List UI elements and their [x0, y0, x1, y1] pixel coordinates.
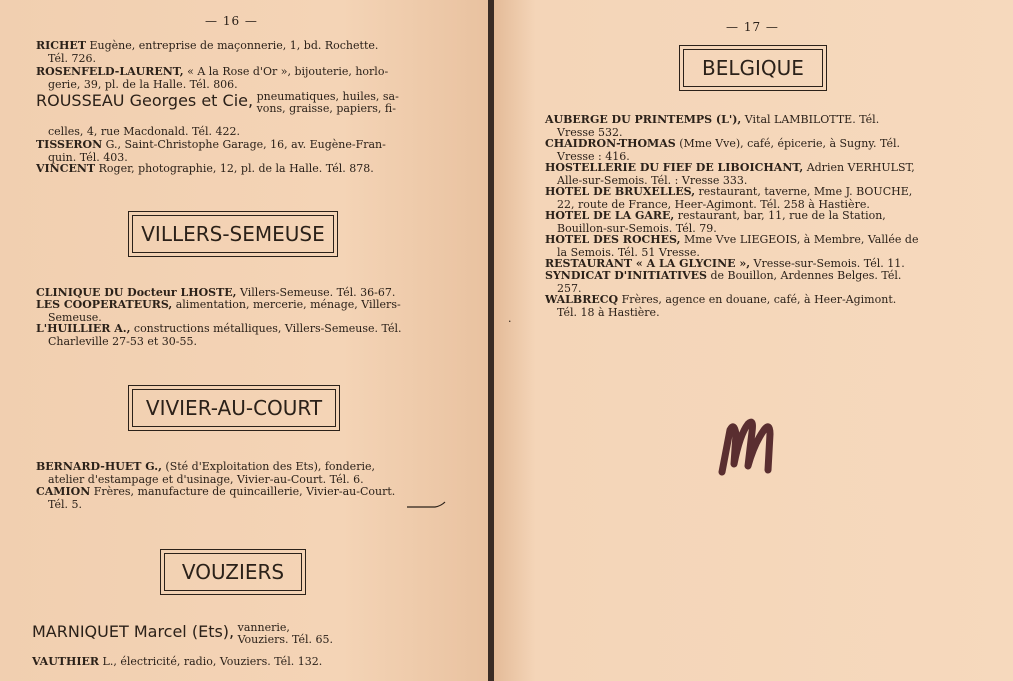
entry-details: (Mme Vve), café, épicerie, à Sugny. Tél.	[675, 137, 901, 150]
entry-details	[257, 91, 399, 115]
entry-details-line: pneumatiques, huiles, sa-	[256, 90, 399, 103]
entry-continuation: gerie, 39, pl. de la Halle. Tél. 806.	[48, 78, 238, 91]
entry-name: LES COOPERATEURS,	[36, 298, 173, 311]
entry-continuation: 257.	[557, 282, 582, 295]
entry-details-line: vons, graisse, papiers, fi-	[256, 102, 396, 115]
entry-details: Villers-Semeuse. Tél. 36-67.	[236, 286, 396, 299]
entry-name: CHAIDRON-THOMAS	[545, 137, 676, 150]
list-item	[36, 91, 399, 115]
list-item	[36, 39, 378, 65]
entry-name: HOSTELLERIE DU FIEF DE LIBOICHANT,	[545, 161, 804, 174]
entry-details: Vital LAMBILOTTE. Tél.	[741, 113, 880, 126]
section-title: VILLERS-SEMEUSE	[132, 215, 334, 253]
entry-continuation: Charleville 27-53 et 30-55.	[48, 335, 197, 348]
page-number: — 17 —	[726, 20, 779, 34]
entry-continuation: 22, route de France, Heer-Agimont. Tél. 258 à Hastière.	[557, 198, 870, 211]
entry-continuation: atelier d'estampage et d'usinage, Vivier-au-Court. Tél. 6.	[48, 473, 364, 486]
handwritten-mark	[712, 404, 782, 480]
section-title: BELGIQUE	[683, 49, 823, 87]
list-item	[545, 185, 912, 211]
list-item	[545, 269, 901, 295]
page-number: — 16 —	[205, 14, 258, 28]
list-item	[545, 161, 915, 187]
entry-details: « A la Rose d'Or », bijouterie, horlo-	[183, 65, 389, 78]
entry-name: HOTEL DES ROCHES,	[545, 233, 681, 246]
entry-details: Eugène, entreprise de maçonnerie, 1, bd. Rochette.	[86, 39, 379, 52]
entry-name: VAUTHIER	[32, 655, 100, 668]
entry-details: G., Saint-Christophe Garage, 16, av. Eugène-Fran-	[102, 138, 386, 151]
right-page	[494, 0, 1013, 681]
entry-name: RICHET	[36, 39, 87, 52]
list-item	[545, 113, 879, 139]
entry-name: ROSENFELD-LAURENT,	[36, 65, 184, 78]
entry-continuation: Bouillon-sur-Semois. Tél. 79.	[557, 222, 717, 235]
entry-details: restaurant, bar, 11, rue de la Station,	[674, 209, 886, 222]
list-item	[36, 460, 375, 486]
entry-name: HOTEL DE LA GARE,	[545, 209, 675, 222]
entry-continuation: Tél. 5.	[48, 498, 82, 511]
entry-details-line: Vouziers. Tél. 65.	[237, 633, 333, 646]
entry-name: MARNIQUET Marcel (Ets),	[32, 622, 235, 641]
entry-name: ROUSSEAU Georges et Cie,	[36, 91, 254, 110]
section-title: VOUZIERS	[164, 553, 302, 591]
entry-details: Mme Vve LIEGEOIS, à Membre, Vallée de	[680, 233, 919, 246]
list-item	[36, 138, 386, 164]
entry-continuation: Tél. 726.	[48, 52, 96, 65]
entry-name: RESTAURANT « A LA GLYCINE »,	[545, 257, 751, 270]
left-page	[0, 0, 488, 681]
entry-continuation: la Semois. Tél. 51 Vresse.	[557, 246, 700, 259]
entry-details: Frères, agence en douane, café, à Heer-Agimont.	[618, 293, 897, 306]
entry-details: L., électricité, radio, Vouziers. Tél. 132.	[99, 655, 323, 668]
entry-details: (Sté d'Exploitation des Ets), fonderie,	[161, 460, 375, 473]
list-item	[36, 298, 401, 324]
list-item	[36, 125, 240, 138]
entry-details: Frères, manufacture de quincaillerie, Vivier-au-Court.	[90, 485, 396, 498]
section-title: VIVIER-AU-COURT	[132, 389, 336, 427]
entry-name: BERNARD-HUET G.,	[36, 460, 162, 473]
list-item	[32, 622, 333, 646]
entry-name: HOTEL DE BRUXELLES,	[545, 185, 696, 198]
section-heading-vivier-au-court	[128, 385, 340, 431]
entry-details: Vresse-sur-Semois. Tél. 11.	[750, 257, 905, 270]
entry-details: alimentation, mercerie, ménage, Villers-	[172, 298, 401, 311]
list-item	[36, 322, 402, 348]
entry-name: L'HUILLIER A.,	[36, 322, 131, 335]
list-item	[36, 485, 395, 511]
entry-name: TISSERON	[36, 138, 103, 151]
entry-continuation: Vresse : 416.	[557, 150, 630, 163]
section-heading-villers-semeuse	[128, 211, 338, 257]
section-heading-belgique	[679, 45, 827, 91]
entry-details	[238, 622, 333, 646]
entry-continuation: Vresse 532.	[557, 126, 623, 139]
entry-details: Roger, photographie, 12, pl. de la Halle. Tél. 878.	[95, 162, 374, 175]
list-item	[545, 137, 900, 163]
list-item	[545, 209, 886, 235]
list-item	[32, 655, 322, 668]
entry-details: Adrien VERHULST,	[803, 161, 915, 174]
entry-continuation: celles, 4, rue Macdonald. Tél. 422.	[48, 125, 241, 138]
entry-continuation: quin. Tél. 403.	[48, 151, 128, 164]
entry-name: WALBRECQ	[545, 293, 619, 306]
ink-flourish	[405, 500, 447, 510]
entry-continuation: Tél. 18 à Hastière.	[557, 306, 660, 319]
entry-details: de Bouillon, Ardennes Belges. Tél.	[706, 269, 902, 282]
list-item	[36, 162, 374, 175]
entry-continuation: Alle-sur-Semois. Tél. : Vresse 333.	[557, 174, 748, 187]
entry-details: restaurant, taverne, Mme J. BOUCHE,	[695, 185, 913, 198]
list-item	[36, 65, 388, 91]
list-item	[545, 293, 896, 319]
entry-details: constructions métalliques, Villers-Semeuse. Tél.	[130, 322, 402, 335]
entry-details-line: vannerie,	[237, 621, 290, 634]
section-heading-vouziers	[160, 549, 306, 595]
margin-dot: ·	[508, 315, 512, 328]
entry-name: CAMION	[36, 485, 91, 498]
entry-name: CLINIQUE DU Docteur LHOSTE,	[36, 286, 237, 299]
entry-name: SYNDICAT D'INITIATIVES	[545, 269, 707, 282]
list-item	[545, 233, 918, 259]
entry-name: VINCENT	[36, 162, 96, 175]
entry-name: AUBERGE DU PRINTEMPS (L'),	[545, 113, 742, 126]
entry-continuation: Semeuse.	[48, 311, 102, 324]
